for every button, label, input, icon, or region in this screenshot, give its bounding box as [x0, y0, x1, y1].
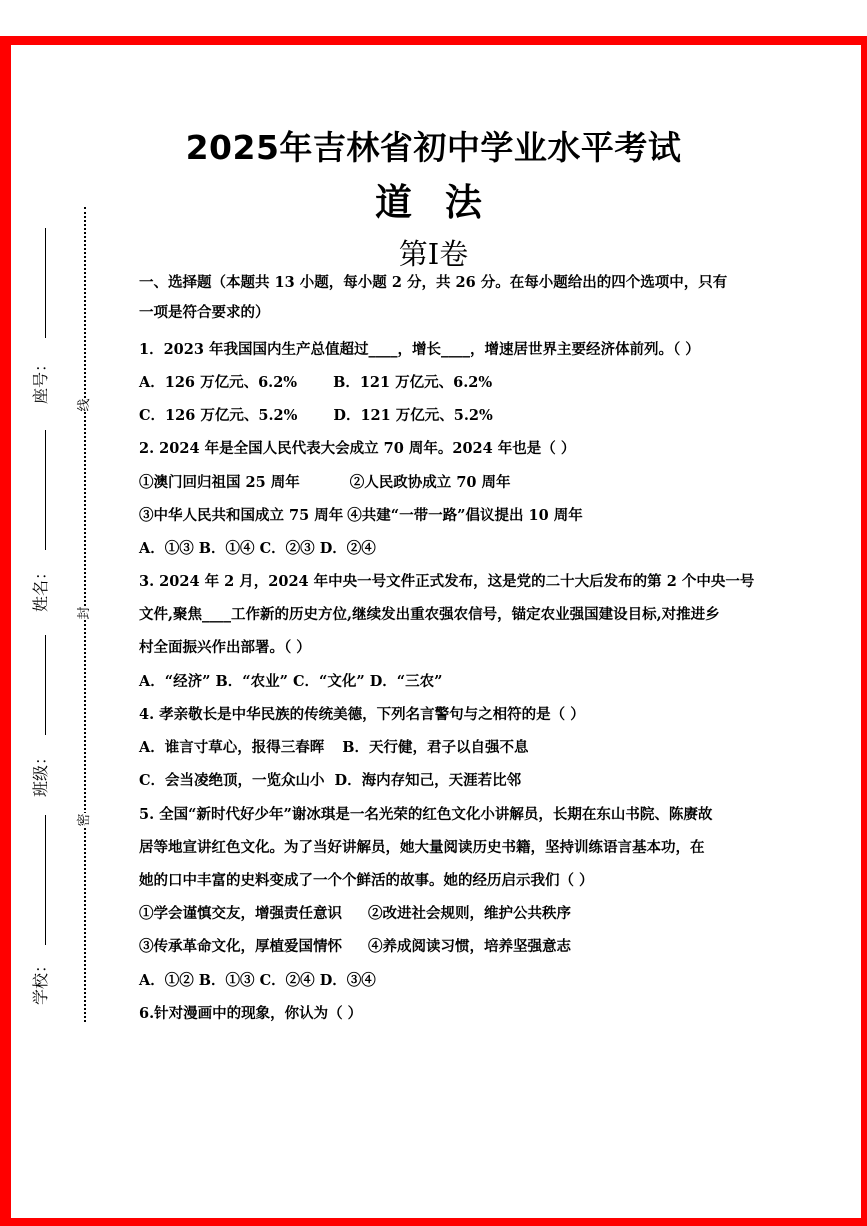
q4-option-a: A．谁言寸草心，报得三春晖 — [139, 739, 325, 756]
class-label: 班级： — [31, 748, 50, 797]
name-line — [45, 430, 46, 550]
q5-item-1: ①学会谨慎交友，增强责任意识 — [139, 905, 342, 922]
q2-items-row2 — [139, 505, 583, 527]
q5-items-row1 — [139, 903, 571, 925]
name-label: 姓名： — [31, 563, 50, 612]
subject-title: 道 法 — [375, 181, 492, 224]
q2-items-row1 — [139, 472, 511, 494]
q1-option-c: C．126 万亿元、5.2% — [139, 407, 298, 424]
class-line — [45, 635, 46, 735]
school-line — [45, 815, 46, 945]
q3-stem-line1: 3. 2024 年 2 月，2024 年中央一号文件正式发布，这是党的二十大后发布的第 2 个中央一号 — [139, 573, 755, 590]
exam-title: 2025年吉林省初中学业水平考试 — [185, 128, 682, 167]
q3-options: A．“经济” B．“农业” C．“文化” D．“三农” — [139, 673, 443, 690]
q3-stem-line3: 村全面振兴作出部署。（ ） — [139, 639, 311, 656]
section-header: 一、选择题（本题共 13 小题，每小题 2 分，共 26 分。在每小题给出的四个选项中，只有 — [139, 274, 728, 291]
q4-stem: 4. 孝亲敬长是中华民族的传统美德，下列名言警句与之相符的是（ ） — [139, 706, 585, 723]
q2-options: A．①③ B．①④ C．②③ D．②④ — [139, 540, 376, 557]
q1-options-row2 — [139, 405, 493, 427]
q1-stem: 1．2023 年我国国内生产总值超过____，增长____，增速居世界主要经济体前列。（ ） — [139, 341, 700, 358]
q2-item-2: ②人民政协成立 70 周年 — [349, 474, 511, 491]
q2-item-1: ①澳门回归祖国 25 周年 — [139, 474, 300, 491]
q5-items-row2 — [139, 936, 571, 958]
q2-item-3: ③中华人民共和国成立 75 周年 — [139, 507, 344, 524]
q4-options-row2 — [139, 770, 521, 792]
q5-options: A．①② B．①③ C．②④ D．③④ — [139, 972, 376, 989]
q4-option-d: D．海内存知己，天涯若比邻 — [334, 772, 522, 789]
volume-title: 第Ⅰ卷 — [398, 237, 469, 271]
seat-number-line — [45, 228, 46, 338]
school-label: 学校： — [31, 956, 50, 1005]
q5-item-4: ④养成阅读习惯，培养坚强意志 — [368, 938, 571, 955]
q4-option-b: B．天行健，君子以自强不息 — [342, 739, 529, 756]
seat-number-label: 座号： — [31, 355, 50, 404]
q6-stem: 6.针对漫画中的现象，你认为（ ） — [139, 1005, 363, 1022]
q5-item-3: ③传承革命文化，厚植爱国情怀 — [139, 938, 342, 955]
q4-options-row1 — [139, 737, 529, 759]
q5-stem-line1: 5. 全国“新时代好少年”谢冰琪是一名光荣的红色文化小讲解员，长期在东山书院、陈赓故 — [139, 806, 713, 823]
seal-char-feng: 封 — [77, 606, 92, 620]
q1-options-row1 — [139, 372, 492, 394]
q3-stem-line2: 文件,聚焦____工作新的历史方位,继续发出重农强农信号，锚定农业强国建设目标,对推进乡 — [139, 606, 720, 623]
section-header-cont: 一项是符合要求的） — [139, 304, 270, 321]
q1-option-d: D．121 万亿元、5.2% — [333, 407, 493, 424]
q4-option-c: C．会当凌绝顶，一览众山小 — [139, 772, 325, 789]
q2-stem: 2. 2024 年是全国人民代表大会成立 70 周年。2024 年也是（ ） — [139, 440, 576, 457]
q1-option-b: B．121 万亿元、6.2% — [333, 374, 493, 391]
q2-item-4: ④共建“一带一路”倡议提出 10 周年 — [347, 507, 583, 524]
q5-item-2: ②改进社会规则，维护公共秩序 — [368, 905, 571, 922]
q1-option-a: A．126 万亿元、6.2% — [139, 374, 298, 391]
q5-stem-line2: 居等地宣讲红色文化。为了当好讲解员，她大量阅读历史书籍，坚持训练语言基本功，在 — [139, 839, 705, 856]
seal-char-mi: 密 — [77, 813, 92, 827]
q5-stem-line3: 她的口中丰富的史料变成了一个个鲜活的故事。她的经历启示我们（ ） — [139, 872, 594, 889]
seal-char-xian: 线 — [77, 398, 92, 412]
